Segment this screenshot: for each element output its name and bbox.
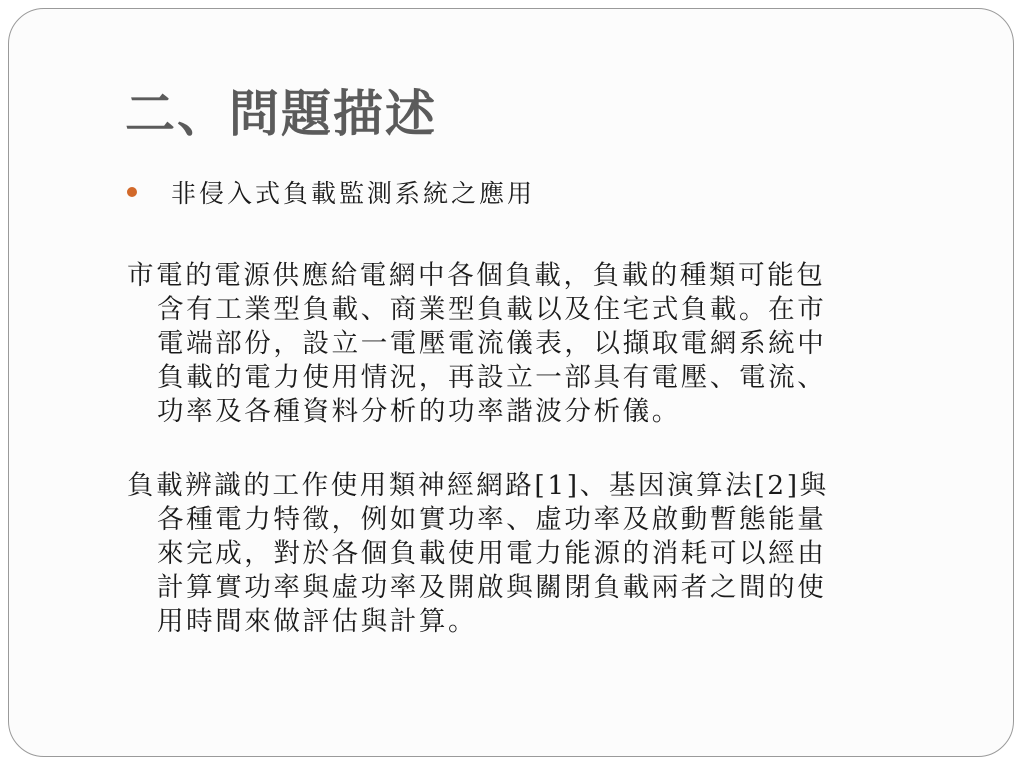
bullet-text: 非侵入式負載監測系統之應用	[171, 179, 536, 208]
paragraph-line: 負載辨識的工作使用類神經網路[1]、基因演算法[2]與	[127, 470, 829, 501]
slide-frame	[8, 8, 1014, 757]
paragraph-2	[127, 469, 947, 639]
paragraph-line: 電端部份，設立一電壓電流儀表，以擷取電網系統中	[157, 328, 827, 359]
bullet-dot-icon	[127, 187, 137, 197]
paragraph-line: 負載的電力使用情況，再設立一部具有電壓、電流、	[157, 362, 827, 393]
paragraph-line: 市電的電源供應給電網中各個負載，負載的種類可能包	[127, 260, 826, 291]
paragraph-line: 計算實功率與虛功率及開啟與關閉負載兩者之間的使	[157, 572, 827, 603]
paragraph-line: 用時間來做評估與計算。	[157, 606, 478, 637]
paragraph-line: 來完成，對於各個負載使用電力能源的消耗可以經由	[157, 538, 827, 569]
paragraph-line: 各種電力特徵，例如實功率、虛功率及啟動暫態能量	[157, 504, 827, 535]
paragraph-1	[127, 259, 947, 429]
paragraph-line: 含有工業型負載、商業型負載以及住宅式負載。在市	[157, 294, 827, 325]
paragraph-line: 功率及各種資料分析的功率諧波分析儀。	[157, 396, 681, 427]
slide-title: 二、問題描述	[125, 85, 437, 143]
bullet-item	[127, 174, 535, 210]
